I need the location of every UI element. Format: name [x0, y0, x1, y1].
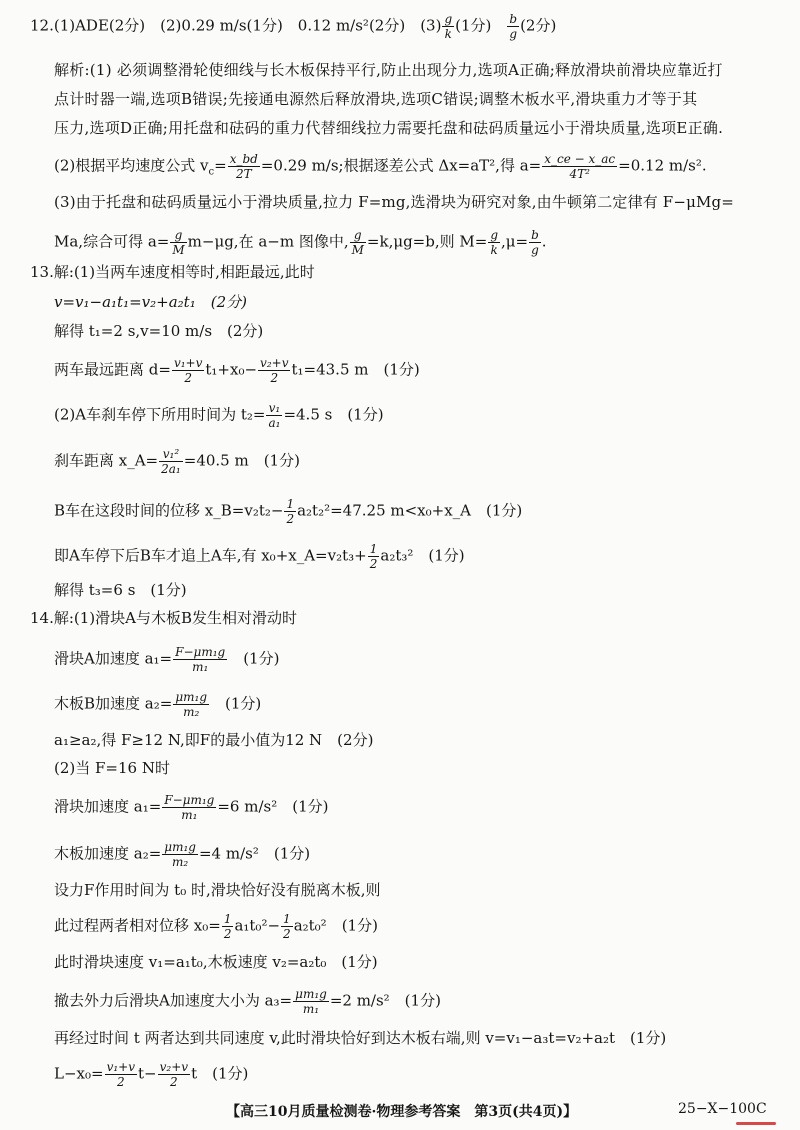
frac-den: 2	[184, 371, 192, 385]
frac-num: v₁+v	[173, 356, 203, 370]
text: (1分)	[228, 649, 280, 668]
frac-num: b	[509, 12, 518, 26]
q14-eq-12	[54, 1060, 248, 1089]
q13-eq-1: v=v₁−a₁t₁=v₂+a₂t₁ (2分)	[54, 293, 247, 311]
fraction	[281, 912, 293, 941]
fraction	[173, 645, 227, 674]
text: 滑块A加速度 a₁=	[54, 649, 173, 668]
text: =	[214, 156, 227, 175]
fraction	[172, 356, 204, 385]
text: (2)根据平均速度公式 v	[54, 156, 209, 175]
frac-den: 2	[369, 557, 378, 571]
fraction	[170, 228, 186, 257]
frac-num: x_ce − x_ac	[544, 152, 616, 166]
text: L−x₀=	[54, 1064, 104, 1083]
frac-num: v₂+v	[260, 356, 289, 370]
frac-num: g	[170, 228, 186, 243]
text: a₂t₃² (1分)	[380, 546, 465, 565]
fraction	[368, 542, 380, 571]
q13-eq-2: 解得 t₁=2 s,v=10 m/s (2分)	[54, 322, 264, 340]
text: a₂t₂²=47.25 m<x₀+x_A (1分)	[297, 501, 523, 520]
q14-eq-7: 设力F作用时间为 t₀ 时,滑块恰好没有脱离木板,则	[54, 881, 381, 899]
q14-eq-2	[54, 690, 261, 719]
text: =0.29 m/s;根据逐差公式 Δx=aT²,得 a=	[260, 156, 542, 175]
text: 滑块加速度 a₁=	[54, 797, 162, 816]
q12-analysis-line-1: 解析:(1) 必须调整滑轮使细线与长木板保持平行,防止出现分力,选项A正确;释放滑块前滑块应靠近打	[54, 61, 723, 79]
frac-num: μm₁g	[164, 840, 196, 854]
frac-num: v₁²	[159, 447, 183, 462]
frac-den: 4T²	[569, 167, 590, 181]
frac-num: g	[444, 12, 453, 26]
fraction	[488, 228, 500, 257]
frac-den: k	[444, 27, 452, 41]
frac-num: μm₁g	[175, 690, 207, 704]
frac-num: x_bd	[229, 152, 258, 166]
q13-title: 13.解:(1)当两车速度相等时,相距最远,此时	[30, 263, 315, 281]
frac-den: m₁	[302, 1002, 320, 1016]
fraction	[284, 497, 296, 526]
frac-den: a₁	[268, 416, 281, 430]
frac-den: 2	[170, 1075, 178, 1089]
text: a₂t₀² (1分)	[293, 916, 378, 935]
text: =40.5 m (1分)	[183, 451, 300, 470]
q14-eq-11: 再经过时间 t 两者达到共同速度 v,此时滑块恰好到达木板右端,则 v=v₁−a₃t=v₂+a₂t (1分)	[54, 1029, 667, 1047]
q14-eq-10	[54, 987, 441, 1016]
fraction	[350, 228, 366, 257]
frac-den: m₂	[183, 705, 200, 719]
page-footer-title: 【高三10月质量检测卷·物理参考答案 第3页(共4页)】	[226, 1104, 578, 1120]
fraction	[542, 152, 617, 181]
fraction-b-over-g	[507, 12, 519, 41]
fraction	[162, 840, 198, 869]
frac-den: 2	[116, 1075, 125, 1089]
text: 木板B加速度 a₂=	[54, 694, 173, 713]
frac-den: g	[509, 27, 518, 41]
q12-title-part-b: (1分)	[455, 16, 507, 35]
q14-eq-5	[54, 793, 328, 822]
text: t₁+x₀−	[205, 360, 258, 379]
text: 即A车停下后B车才追上A车,有 x₀+x_A=v₂t₃+	[54, 546, 367, 565]
fraction	[159, 447, 183, 476]
fraction	[266, 401, 282, 430]
fraction	[105, 1060, 137, 1089]
q14-eq-4: (2)当 F=16 N时	[54, 759, 170, 777]
q12-analysis-line-2: 点计时器一端,选项B错误;先接通电源然后释放滑块,选项C错误;调整木板水平,滑块重力才等于其	[54, 90, 698, 108]
page-footer-code: 25−X−100C	[678, 1101, 767, 1117]
fraction-g-over-k	[442, 12, 454, 41]
text: 木板加速度 a₂=	[54, 844, 162, 863]
q14-eq-9: 此时滑块速度 v₁=a₁t₀,木板速度 v₂=a₂t₀ (1分)	[54, 953, 378, 971]
frac-den: m₁	[192, 660, 209, 674]
q12-title-part-c: (2分)	[520, 16, 557, 35]
text: 此过程两者相对位移 x₀=	[54, 916, 221, 935]
q12-title-part-a: 12.(1)ADE(2分) (2)0.29 m/s(1分) 0.12 m/s²(2分) (3)	[30, 16, 442, 35]
fraction	[222, 912, 234, 941]
text: =4 m/s² (1分)	[198, 844, 311, 863]
text: .	[541, 232, 547, 251]
fraction	[228, 152, 260, 181]
frac-den: m₁	[181, 808, 198, 822]
frac-num: 1	[283, 912, 291, 926]
frac-den: 2T	[235, 167, 252, 181]
q14-eq-1	[54, 645, 279, 674]
q13-eq-5	[54, 447, 300, 476]
frac-den: M	[351, 243, 364, 257]
frac-num: F−μm₁g	[175, 645, 226, 659]
fraction	[158, 1060, 190, 1089]
text: ,μ=	[501, 232, 529, 251]
frac-num: g	[490, 228, 499, 242]
frac-den: 2	[286, 512, 295, 526]
text: 撤去外力后滑块A加速度大小为 a₃=	[54, 991, 293, 1010]
frac-num: v₁	[266, 401, 282, 416]
text: a₁t₀²−	[234, 916, 281, 935]
fraction	[162, 793, 216, 822]
text: =4.5 s (1分)	[283, 405, 384, 424]
text: (1分)	[210, 694, 262, 713]
frac-den: 2a₁	[161, 462, 181, 476]
q14-eq-3: a₁≥a₂,得 F≥12 N,即F的最小值为12 N (2分)	[54, 731, 374, 749]
frac-num: b	[531, 228, 539, 242]
text: =0.12 m/s².	[618, 156, 707, 175]
q12-analysis-line-3: 压力,选项D正确;用托盘和砝码的重力代替细线拉力需要托盘和砝码质量远小于滑块质量,选项E正确.	[54, 119, 724, 137]
frac-den: 2	[270, 371, 279, 385]
frac-num: 1	[369, 542, 378, 556]
text: B车在这段时间的位移 x_B=v₂t₂−	[54, 501, 284, 520]
frac-num: μm₁g	[295, 987, 327, 1001]
frac-den: g	[531, 243, 539, 257]
q13-eq-6	[54, 497, 522, 526]
q13-eq-3	[54, 356, 420, 385]
text: t₁=43.5 m (1分)	[291, 360, 420, 379]
frac-den: 2	[223, 927, 232, 941]
q12-part3-line-2	[54, 228, 547, 257]
text: (2)A车刹车停下所用时间为 t₂=	[54, 405, 266, 424]
text: =6 m/s² (1分)	[217, 797, 329, 816]
frac-den: 2	[283, 927, 291, 941]
fraction	[173, 690, 209, 719]
frac-den: M	[172, 243, 185, 257]
q14-eq-8	[54, 912, 378, 941]
fraction	[529, 228, 541, 257]
red-underline-mark	[736, 1122, 776, 1125]
q14-eq-6	[54, 840, 310, 869]
frac-num: F−μm₁g	[164, 793, 215, 807]
frac-num: 1	[286, 497, 295, 511]
frac-den: m₂	[172, 855, 189, 869]
text: t (1分)	[191, 1064, 249, 1083]
text: t−	[138, 1064, 157, 1083]
frac-num: v₁+v	[106, 1060, 136, 1074]
text: m−μg,在 a−m 图像中,	[187, 232, 349, 251]
fraction	[293, 987, 329, 1016]
text: 两车最远距离 d=	[54, 360, 171, 379]
text: =2 m/s² (1分)	[329, 991, 441, 1010]
text: 刹车距离 x_A=	[54, 451, 159, 470]
q14-title: 14.解:(1)滑块A与木板B发生相对滑动时	[30, 609, 298, 627]
q12-title	[30, 12, 556, 41]
q12-part3-line-1: (3)由于托盘和砝码质量远小于滑块质量,拉力 F=mg,选滑块为研究对象,由牛顿第二定律有 F−μMg=	[54, 193, 734, 211]
frac-num: g	[350, 228, 366, 243]
q13-eq-8: 解得 t₃=6 s (1分)	[54, 581, 187, 599]
frac-num: v₂+v	[159, 1060, 189, 1074]
q12-part2	[54, 152, 707, 183]
text: Ma,综合可得 a=	[54, 232, 170, 251]
text: =k,μg=b,则 M=	[366, 232, 488, 251]
q13-eq-7	[54, 542, 465, 571]
frac-den: k	[490, 243, 498, 257]
frac-num: 1	[223, 912, 232, 926]
subscript: c	[208, 166, 215, 178]
fraction	[258, 356, 290, 385]
q13-eq-4	[54, 401, 384, 430]
